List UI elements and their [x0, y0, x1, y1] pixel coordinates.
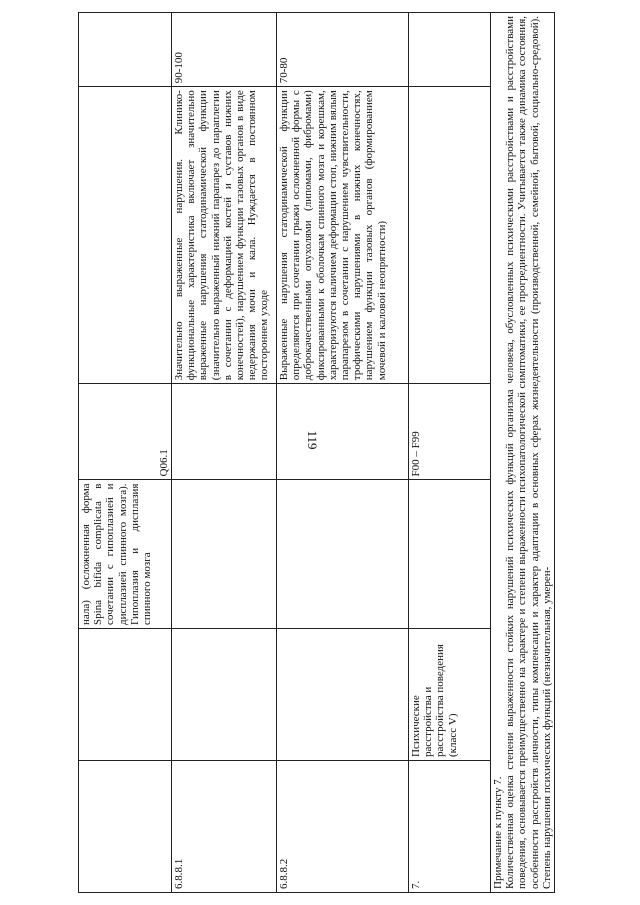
name-cell — [79, 629, 172, 761]
code-cell: 7. — [409, 761, 491, 893]
percent-cell — [79, 13, 172, 87]
percent-cell: 90-100 — [172, 13, 277, 87]
disease-cell — [172, 480, 277, 629]
description-cell — [409, 87, 491, 384]
table-row — [409, 13, 491, 893]
name-cell — [172, 629, 277, 761]
disease-cell — [277, 480, 409, 629]
code-cell: 6.8.8.1 — [172, 761, 277, 893]
disease-cell — [409, 480, 491, 629]
description-cell: Выраженные нарушения статодинамической функции определяются при сочетании грыжи осложненной формы с доброкачественными опухолями (липомами, фибромами) фиксированными к оболочкам спинного мозга и корешкам, характеризуются наличием деформации стоп, нижним вялым парапарезом в сочетании с нарушением чувствительности, трофическими нарушениями в нижних конечностях, нарушением функции тазовых органов (формированием мочевой и каловой неопрятности) — [277, 87, 409, 384]
table-row — [277, 13, 409, 893]
note-row — [491, 13, 555, 893]
icd-code-cell: F00 – F99 — [409, 384, 491, 480]
name-cell — [277, 629, 409, 761]
page-number: 119 — [305, 430, 320, 450]
note-text: Количественная оценка степени выраженности стойких нарушений психических функций организма человека, обусловленных психическими расстройствами и расстройствами поведения, основывается преимущественно на характере и степени выраженности психопатологической симптоматики, ее прогредиентности. Учитывается также динамика состояния, особенности расстройств личности, типы компенсации и характер адаптации в основных сферах жизнедеятельности (производственной, семейной, бытовой, социально-средовой). Степень нарушения психических функций (незначительная, умерен- — [504, 16, 553, 889]
disease-cell: нала) (осложненная форма Spina bifida complicata в сочетании с гипоплазией и дисплазией спинного мозга). Гипоплазия и дисплазия спинного мозга — [79, 480, 172, 629]
table-row — [79, 13, 172, 893]
percent-cell: 70-80 — [277, 13, 409, 87]
percent-cell — [409, 13, 491, 87]
rotated-table-page — [78, 12, 618, 893]
disability-criteria-table — [78, 12, 555, 893]
table-row — [172, 13, 277, 893]
icd-code-cell — [277, 384, 409, 480]
icd-code-cell — [172, 384, 277, 480]
icd-code-cell: Q06.1 — [79, 384, 172, 480]
note-cell — [491, 13, 555, 893]
note-title: Примечание к пункту 7. — [492, 776, 504, 889]
name-cell: Психические расстройства и расстройства поведения (класс V) — [409, 629, 491, 761]
code-cell: 6.8.8.2 — [277, 761, 409, 893]
description-cell — [79, 87, 172, 384]
code-cell — [79, 761, 172, 893]
description-cell: Значительно выраженные нарушения. Клинико-функциональные характеристика включает значительно выраженные нарушения статодинамической функции (значительно выраженный нижний парапарез до параплегии в сочетании с деформацией костей и суставов нижних конечностей), нарушением функции тазовых органов в виде недержания мочи и кала. Нуждается в постоянном постороннем уходе — [172, 87, 277, 384]
